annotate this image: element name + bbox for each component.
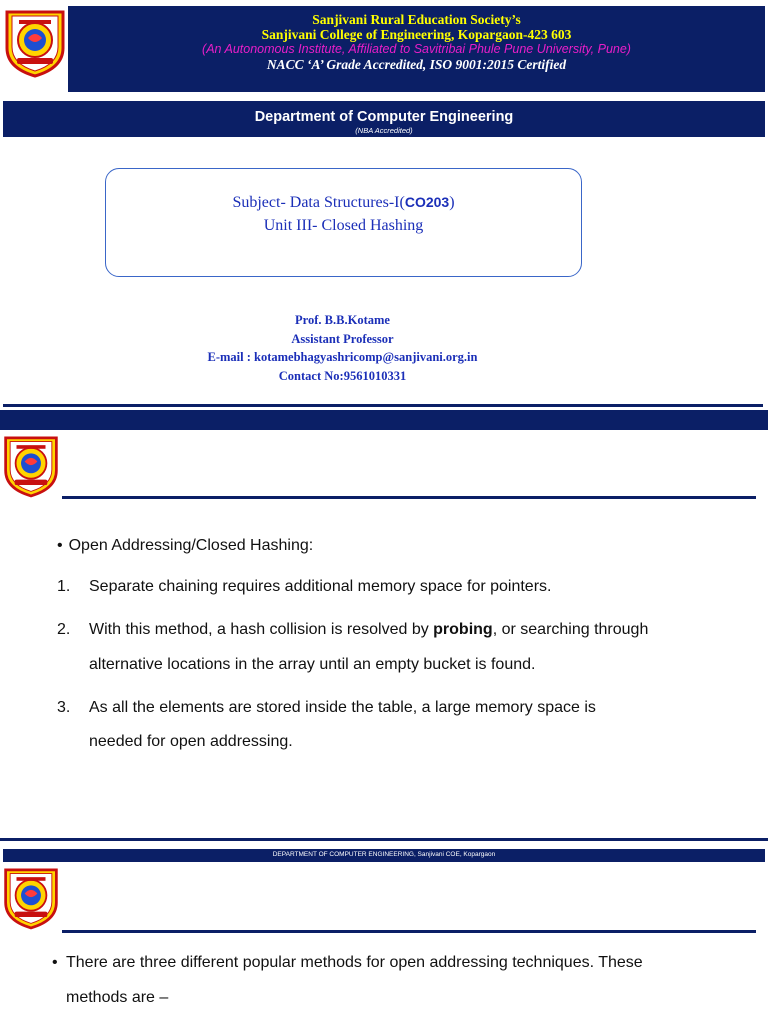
- professor-contact: Contact No:9561010331: [278, 368, 407, 383]
- subject-code: CO203: [404, 194, 450, 210]
- bullet-open-addressing: [57, 535, 313, 557]
- list-text-post: , or searching through: [492, 621, 649, 638]
- list-text: Separate chaining requires additional memory space for pointers.: [89, 578, 552, 595]
- slide-3-header-rule: [62, 930, 756, 933]
- institute-header: [68, 6, 765, 92]
- professor-email: E-mail : kotamebhagyashricomp@sanjivani.org.in: [207, 350, 478, 364]
- subject-suffix: ): [449, 194, 455, 211]
- slide-2-header-rule: [62, 496, 756, 499]
- list-number: 3.: [57, 699, 71, 716]
- list-text-bold: probing: [433, 621, 493, 638]
- bullet-dot: •: [52, 954, 58, 971]
- professor-info: [120, 311, 565, 385]
- unit-line: Unit III- Closed Hashing: [263, 217, 424, 234]
- list-text-pre: With this method, a hash collision is resolved by: [89, 621, 434, 638]
- professor-designation: Assistant Professor: [291, 331, 394, 346]
- list-number: 1.: [57, 578, 71, 595]
- professor-name: Prof. B.B.Kotame: [295, 313, 390, 327]
- list-number: 2.: [57, 621, 71, 638]
- bullet-text-line1: There are three different popular methods for open addressing techniques. These: [66, 954, 643, 971]
- list-text-line2: alternative locations in the array until an empty bucket is found.: [89, 656, 536, 673]
- subject-prefix: Subject- Data Structures-I(: [232, 194, 405, 211]
- bullet-text: Open Addressing/Closed Hashing:: [68, 537, 314, 554]
- list-item-2: [57, 619, 648, 676]
- department-title: Department of Computer Engineering: [254, 109, 514, 125]
- slide-1-bottom-rule: [3, 404, 763, 407]
- subject-box: [105, 168, 582, 277]
- footer-text: DEPARTMENT OF COMPUTER ENGINEERING, Sanjivani COE, Kopargaon: [272, 851, 496, 858]
- slide-2-footer-rule: [0, 838, 768, 841]
- header-line-1: Sanjivani Rural Education Society’s: [312, 12, 521, 27]
- department-bar: [3, 101, 765, 137]
- college-logo-icon: [2, 434, 60, 498]
- slide-2-footer: [3, 849, 765, 862]
- bullet-text-line2: methods are –: [66, 989, 169, 1006]
- slide-2-top-bar: [0, 410, 768, 430]
- list-text-line2: needed for open addressing.: [89, 733, 293, 750]
- list-item-1: [57, 576, 551, 598]
- subject-line: [106, 191, 581, 214]
- header-line-4: NACC ‘A’ Grade Accredited, ISO 9001:2015 Certified: [266, 57, 567, 72]
- header-line-2: Sanjivani College of Engineering, Kopargaon-423 603: [261, 27, 572, 42]
- bullet-dot: •: [57, 537, 63, 554]
- header-line-3: (An Autonomous Institute, Affiliated to Savitribai Phule Pune University, Pune): [202, 42, 631, 56]
- college-logo-icon: [2, 866, 60, 930]
- bullet-three-methods: [52, 952, 643, 1009]
- college-logo-icon: [3, 5, 67, 81]
- department-subtitle: (NBA Accredited): [355, 126, 413, 135]
- list-text: As all the elements are stored inside the table, a large memory space is: [89, 699, 596, 716]
- list-item-3: [57, 697, 596, 753]
